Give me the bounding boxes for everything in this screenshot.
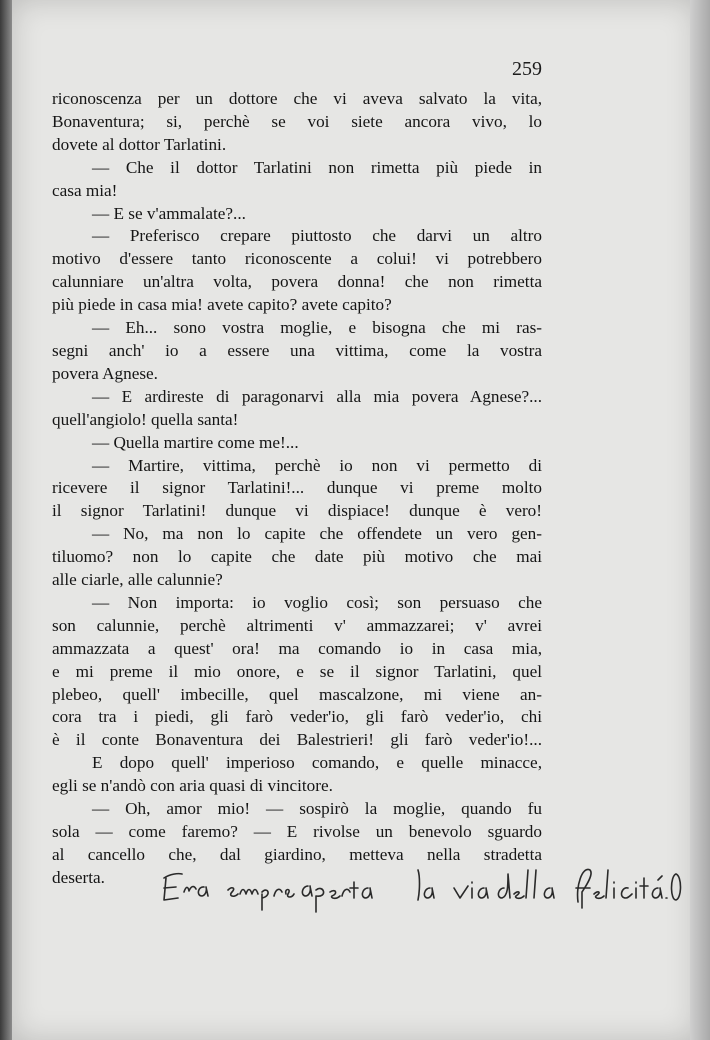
text-line: — Non importa: io voglio così; son persuaso che: [92, 592, 542, 612]
text-line: — Oh, amor mio! — sospirò la moglie, quando fu: [92, 799, 542, 819]
text-line: riconoscenza per un dottore che vi aveva salvato la vita,: [52, 89, 542, 108]
text-line: — E ardireste di paragonarvi alla mia povera Agnese?...: [92, 386, 542, 406]
text-line: ammazzata a quest' ora! ma comando io in casa mia,: [52, 638, 542, 658]
text-line: più piede in casa mia! avete capito? avete capito?: [52, 295, 392, 315]
last-text-line: deserta.: [52, 867, 105, 887]
text-line: — No, ma non lo capite che offendete un vero gen-: [92, 524, 542, 544]
text-line: — Eh... sono vostra moglie, e bisogna che mi ras-: [92, 318, 542, 338]
text-line: quell'angiolo! quella santa!: [52, 409, 239, 429]
text-line: dovete al dottor Tarlatini.: [52, 134, 227, 154]
text-line: sola — come faremo? — E rivolse un benevolo sguardo: [52, 822, 542, 841]
text-line: e mi preme il mio onore, e se il signor Tarlatini, quel: [52, 661, 542, 681]
text-line: motivo d'essere tanto riconoscente a colui! vi potrebbero: [52, 249, 542, 269]
text-line: — E se v'ammalate?...: [92, 203, 246, 223]
text-line: son calunnie, perchè altrimenti v' ammazzarei; v' avrei: [52, 615, 542, 635]
handwritten-note: [158, 856, 684, 916]
page-number: 259: [512, 58, 542, 80]
text-line: cora tra i piedi, gli farò veder'io, gli farò veder'io, chi: [52, 707, 542, 727]
text-line: Bonaventura; si, perchè se voi siete ancora vivo, lo: [52, 111, 542, 131]
page-edge: [690, 0, 710, 1040]
body-text: [52, 88, 542, 890]
text-line: ricevere il signor Tarlatini!... dunque vi preme molto: [52, 478, 542, 498]
text-line: è il conte Bonaventura dei Balestrieri! gli farò veder'io!...: [52, 730, 542, 750]
text-line: E dopo quell' imperioso comando, e quelle minacce,: [92, 753, 542, 773]
text-line: casa mia!: [52, 180, 118, 200]
text-line: — Preferisco crepare piuttosto che darvi un altro: [92, 226, 542, 246]
text-line: — Martire, vittima, perchè io non vi permetto di: [92, 455, 542, 475]
text-line: al cancello che, dal giardino, metteva nella stradetta: [52, 844, 542, 864]
text-line: il signor Tarlatini! dunque vi dispiace! dunque è vero!: [52, 501, 542, 521]
text-line: povera Agnese.: [52, 363, 158, 383]
text-line: tiluomo? non lo capite che date più motivo che mai: [52, 547, 542, 567]
text-line: calunniare un'altra volta, povera donna! che non rimetta: [52, 272, 542, 292]
text-line: — Che il dottor Tarlatini non rimetta più piede in: [92, 157, 542, 177]
text-line: egli se n'andò con aria quasi di vincitore.: [52, 776, 333, 796]
text-line: segni anch' io a essere una vittima, come la vostra: [52, 340, 542, 360]
text-line: alle ciarle, alle calunnie?: [52, 570, 223, 590]
text-line: — Quella martire come me!...: [92, 432, 299, 452]
text-line: plebeo, quell' imbecille, quel mascalzone, mi viene an-: [52, 684, 542, 704]
